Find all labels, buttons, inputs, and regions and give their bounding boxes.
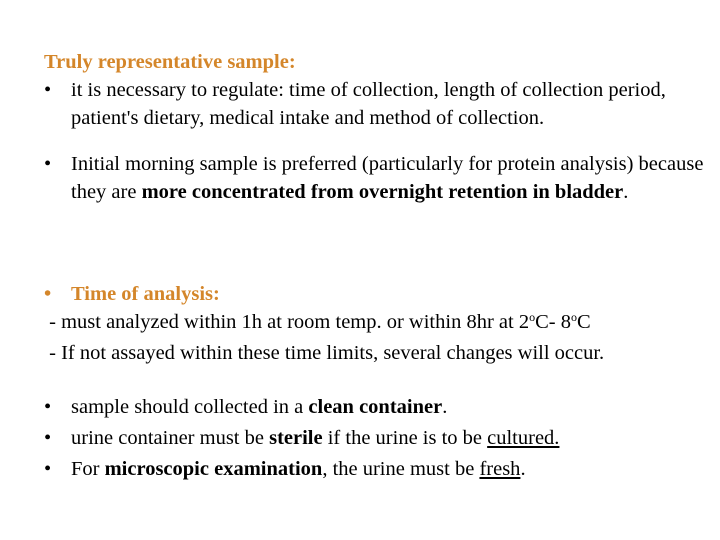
- clean-container-end: .: [442, 396, 448, 418]
- section-container: [44, 393, 704, 483]
- bullet-regulate: [44, 76, 704, 132]
- bullet-microscopic: [44, 455, 704, 483]
- heading-time-of-analysis: Time of analysis:: [71, 283, 220, 305]
- section-representative-sample: [44, 48, 704, 206]
- bullet-icon: •: [44, 79, 52, 101]
- bullet-icon: •: [44, 458, 52, 480]
- bullet-icon: •: [44, 427, 52, 449]
- line-within-1h-text: - must analyzed within 1h at room temp. or within 8hr at 2: [49, 311, 530, 333]
- bullet-sterile: [44, 424, 704, 452]
- sterile-text: urine container must be: [71, 427, 270, 449]
- sterile-bold: sterile: [269, 427, 323, 449]
- bullet-morning-end: .: [623, 181, 629, 203]
- clean-container-bold: clean container: [308, 396, 443, 418]
- microscopic-end: .: [520, 458, 526, 480]
- line-not-assayed-text: - If not assayed within these time limits, several changes will occur.: [49, 342, 605, 364]
- bullet-icon: •: [44, 153, 52, 175]
- heading-representative-sample: Truly representative sample:: [44, 51, 296, 73]
- line-within-1h-mid: C- 8: [535, 311, 571, 333]
- line-within-1h-end: C: [576, 311, 591, 333]
- bullet-morning-text: Initial morning sample is preferred (particularly for protein analysis) because they are: [71, 153, 704, 203]
- fresh-underline: fresh: [479, 458, 521, 480]
- microscopic-bold: microscopic examination: [104, 458, 323, 480]
- bullet-morning-sample: [44, 150, 704, 206]
- cultured-underline: cultured.: [487, 427, 560, 449]
- degree-sup-1: o: [529, 310, 536, 324]
- section-time-of-analysis: [44, 280, 704, 367]
- microscopic-mid: , the urine must be: [322, 458, 480, 480]
- bullet-icon: •: [44, 396, 52, 418]
- line-not-assayed: [44, 339, 704, 367]
- bullet-morning-bold: more concentrated from overnight retention in bladder: [141, 181, 624, 203]
- line-within-1h: [44, 308, 704, 336]
- bullet-clean-container: [44, 393, 704, 421]
- bullet-icon: •: [44, 283, 52, 305]
- sterile-mid: if the urine is to be: [322, 427, 488, 449]
- bullet-regulate-text: it is necessary to regulate: time of collection, length of collection period, patient's dietary, medical intake and method of collection.: [71, 79, 666, 129]
- bullet-time-heading: [44, 280, 704, 308]
- degree-sup-2: o: [570, 310, 577, 324]
- microscopic-text: For: [71, 458, 105, 480]
- clean-container-text: sample should collected in a: [71, 396, 309, 418]
